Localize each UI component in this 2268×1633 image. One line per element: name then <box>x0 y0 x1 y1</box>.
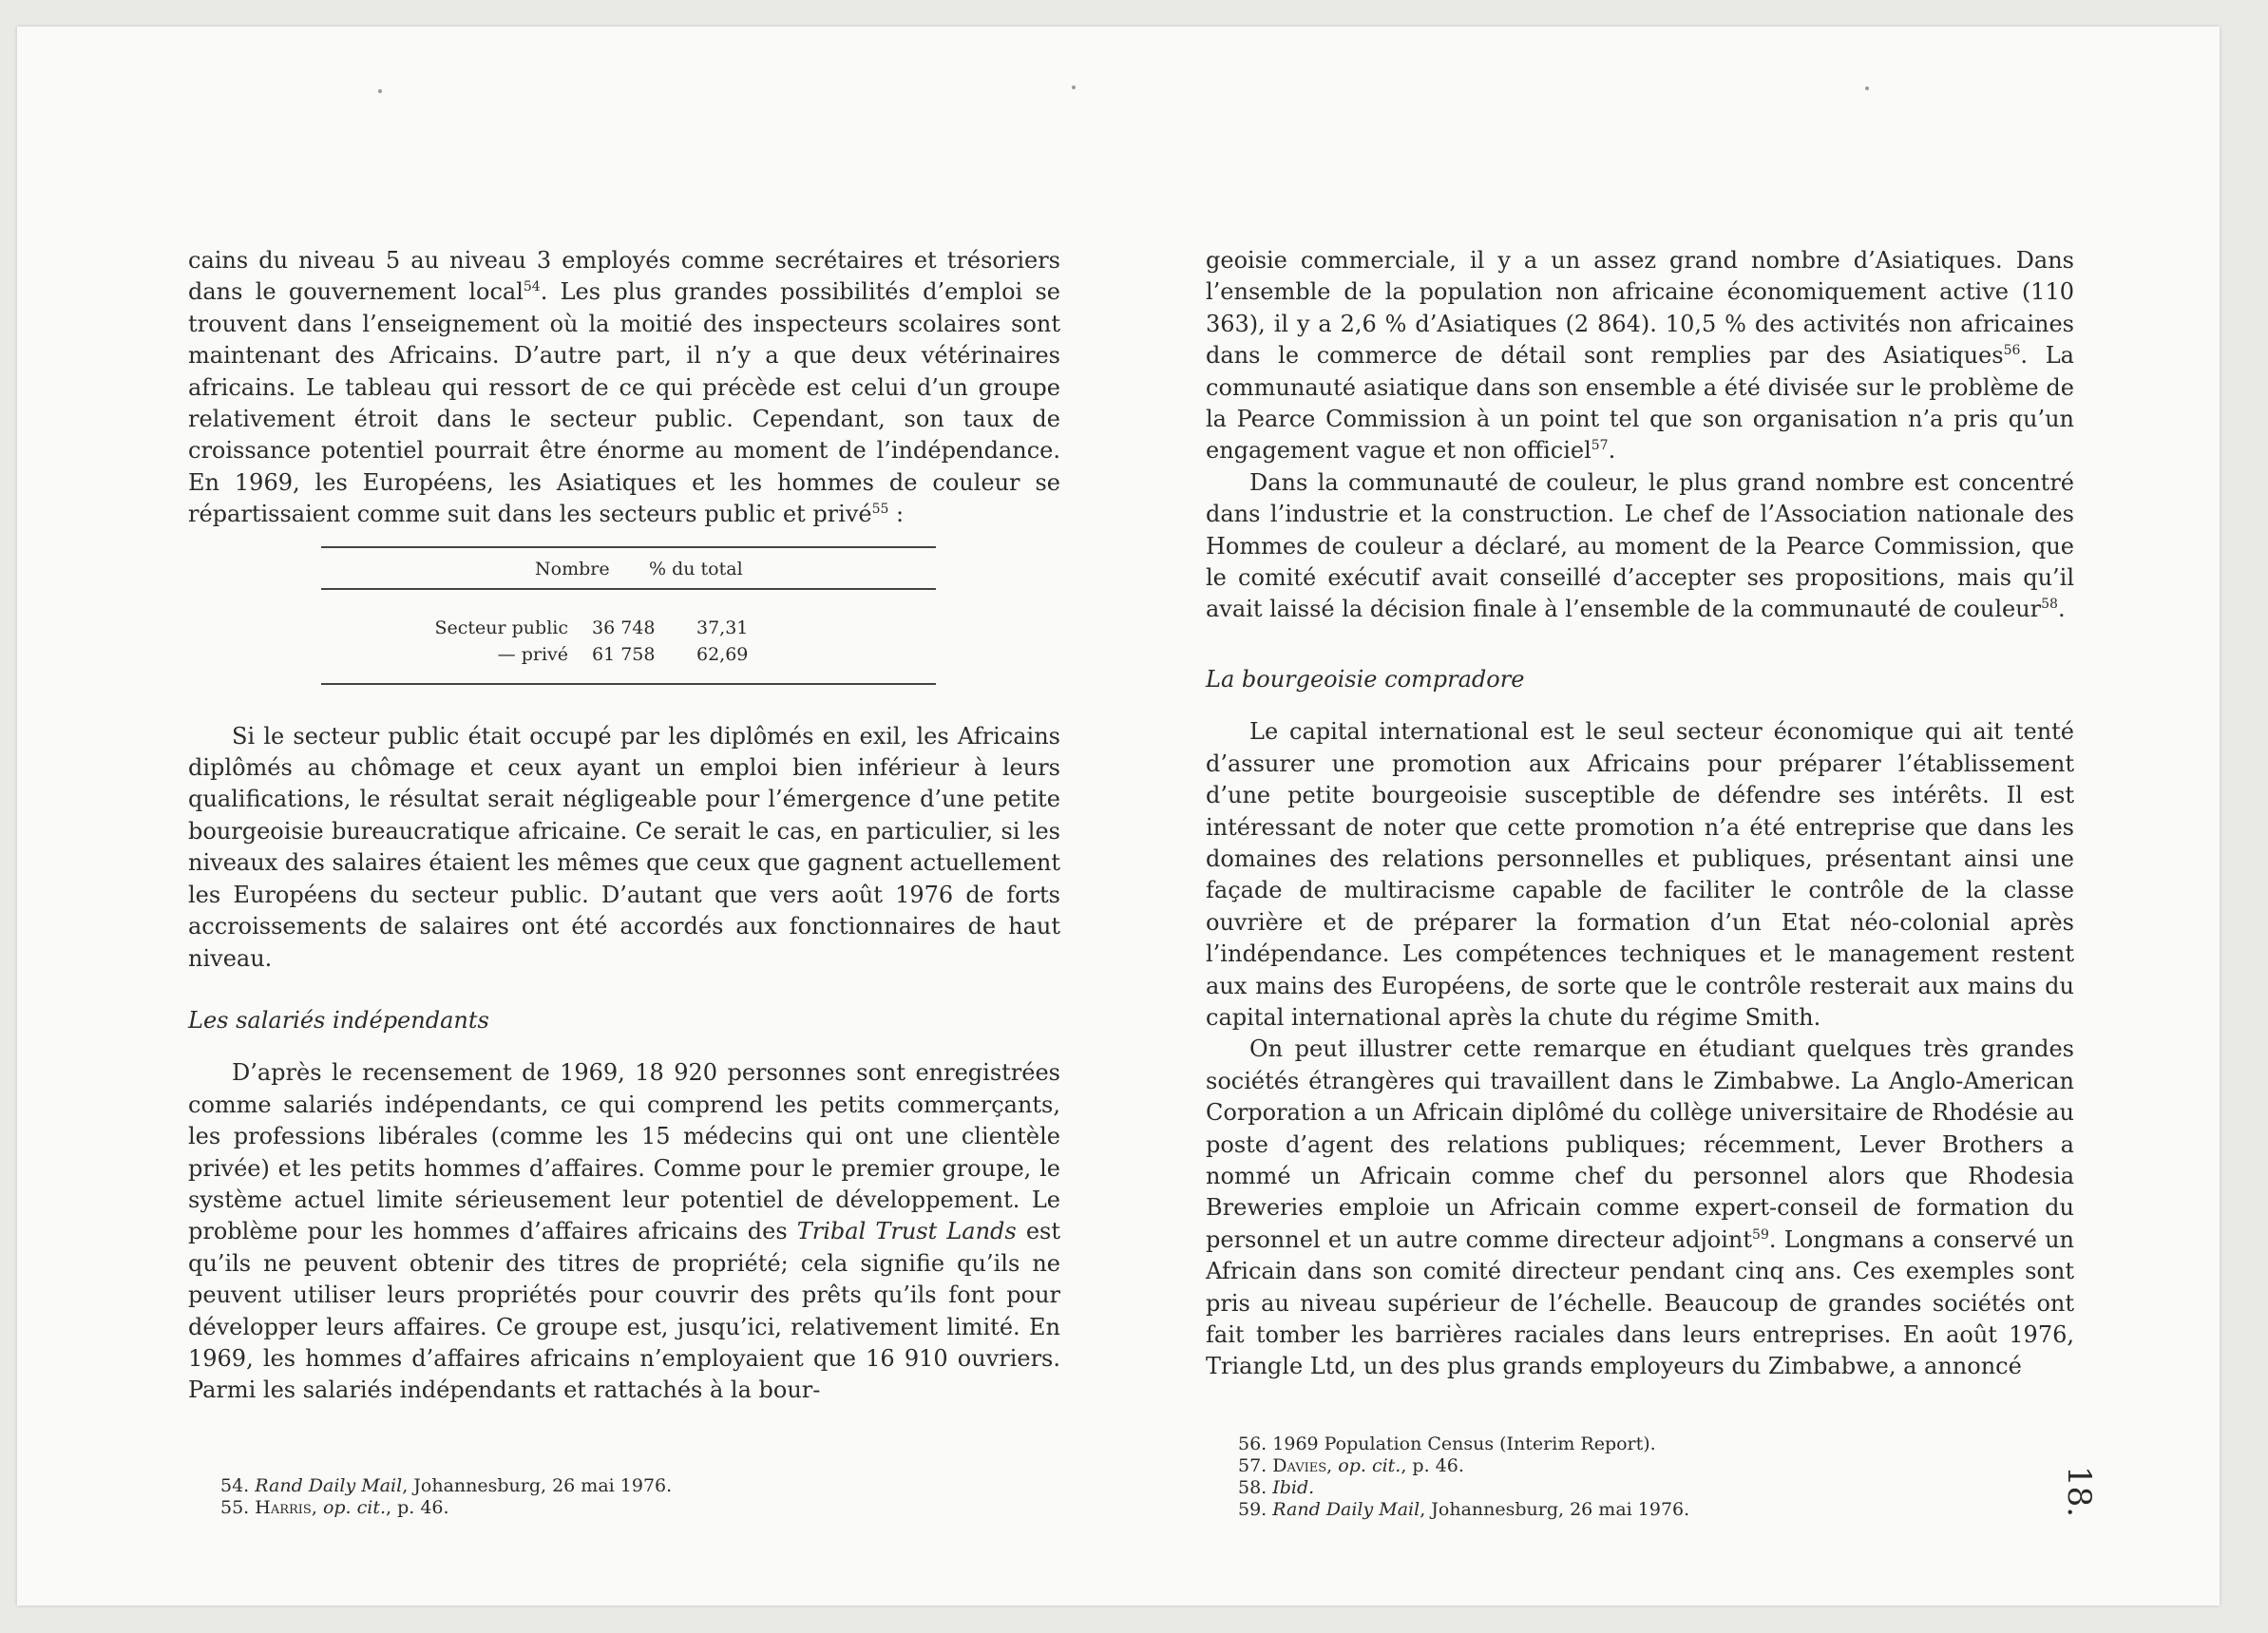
right-paragraph-2: Dans la communauté de couleur, le plus grand nombre est concentré dans l’industrie et la construction. Le chef de l’Association nationale des Hommes de couleur a déclaré, au moment de la Pearce Commission, que le comité exécutif avait conseillé d’accepter ses propositions, mais qu’il avait laissé la décision finale à l’ensemble de la communauté de couleur$^{58}$. <box>1206 468 2074 623</box>
section-title: Les salariés indépendants <box>188 1006 489 1034</box>
right-column <box>1206 245 2074 1383</box>
table-header-row: Nombre % du total <box>535 558 743 579</box>
left-paragraph-1: cains du niveau 5 au niveau 3 employés comme secrétaires et trésoriers dans le gouvernement local$^{54}$. Les plus grandes possibilités d’emploi se trouvent dans l’enseignement où la moitié des inspecteurs scolaires sont maintenant des Africains. D’autre part, il n’y a que deux vétérinaires africains. Le tableau qui ressort de ce qui précède est celui d’un groupe relativement étroit dans le secteur public. Cependant, son taux de croissance potentiel pourrait être énorme au moment de l’indépendance. En 1969, les Européens, les Asiatiques et les hommes de couleur se répartissaient comme suit dans les secteurs public et privé$^{55}$ : <box>188 247 1060 528</box>
right-footnotes <box>1238 1434 1689 1521</box>
footnote: 54. Rand Daily Mail, Johannesburg, 26 mai 1976. <box>220 1475 673 1496</box>
speck <box>1072 85 1076 89</box>
speck <box>378 89 382 93</box>
footnote: 58. Ibid. <box>1238 1477 1315 1498</box>
right-paragraph-3: Le capital international est le seul secteur économique qui ait tenté d’assurer une promotion aux Africains pour préparer l’établissement d’une petite bourgeoisie susceptible de défendre ses intérêts. Il est intéressant de noter que cette promotion n’a été entreprise que dans les domaines des relations personnelles et publiques, présentant ainsi une façade de multiracisme capable de faciliter le contrôle de la classe ouvrière et de préparer la formation d’un Etat néo-colonial après l’indépendance. Les compétences techniques et le management restent aux mains des Européens, de sorte que le contrôle resterait aux mains du capital international après la chute du régime Smith. <box>1206 718 2074 1031</box>
footnote: 57. Davies, op. cit., p. 46. <box>1238 1455 1464 1476</box>
right-paragraph-1: geoisie commerciale, il y a un assez grand nombre d’Asiatiques. Dans l’ensemble de la population non africaine économiquement active (110 363), il y a 2,6 % d’Asiatiques (2 864). 10,5 % des activités non africaines dans le commerce de détail sont remplies par des Asiatiques$^{56}$. La communauté asiatique dans son ensemble a été divisée sur le problème de la Pearce Commission à un point tel que son organisation n’a pris qu’un engagement vague et non officiel$^{57}$. <box>1206 247 2074 465</box>
page-sheet <box>17 27 2220 1605</box>
footnote: 59. Rand Daily Mail, Johannesburg, 26 mai 1976. <box>1238 1499 1690 1520</box>
left-paragraph-2: Si le secteur public était occupé par les diplômés en exil, les Africains diplômés au chômage et ceux ayant un emploi bien inférieur à leurs qualifications, le résultat serait négligeable pour l’émergence d’une petite bourgeoisie bureaucratique africaine. Ce serait le cas, en particulier, si les niveaux des salaires étaient les mêmes que ceux que gagnent actuellement les Européens du secteur public. D’autant que vers août 1976 de forts accroissements de salaires ont été accordés aux fonctionnaires de haut niveau. <box>188 722 1060 972</box>
section-title: La bourgeoisie compradore <box>1206 665 1525 693</box>
left-column <box>188 245 1060 1407</box>
right-paragraph-4: On peut illustrer cette remarque en étudiant quelques très grandes sociétés étrangères qui travaillent dans le Zimbabwe. La Anglo-American Corporation a un Africain diplômé du collège universitaire de Rhodésie au poste d’agent des relations publiques; récemment, Lever Brothers a nommé un Africain comme chef du personnel alors que Rhodesia Breweries emploie un Africain comme expert-conseil de formation du personnel et un autre comme directeur adjoint$^{59}$. Longmans a conservé un Africain dans son comité directeur pendant cinq ans. Ces exemples sont pris au niveau supérieur de l’échelle. Beaucoup de grandes sociétés ont fait tomber les barrières raciales dans leurs entreprises. En août 1976, Triangle Ltd, un des plus grands employeurs du Zimbabwe, a annoncé <box>1206 1035 2074 1380</box>
left-footnotes <box>220 1475 672 1519</box>
footnote: 56. 1969 Population Census (Interim Report). <box>1238 1434 1656 1454</box>
employment-table <box>188 546 1060 685</box>
page-number: 18. <box>2060 1466 2098 1518</box>
footnote: 55. Harris, op. cit., p. 46. <box>220 1497 449 1518</box>
table-row: Secteur public 36 748 37,31 <box>434 617 749 638</box>
table-row: — privé 61 758 62,69 <box>497 643 749 665</box>
left-paragraph-3: D’après le recensement de 1969, 18 920 personnes sont enregistrées comme salariés indépendants, ce qui comprend les petits commerçants, les professions libérales (comme les 15 médecins qui ont une clientèle privée) et les petits hommes d’affaires. Comme pour le premier groupe, le système actuel limite sérieusement leur potentiel de développement. Le problème pour les hommes d’affaires africains des Tribal Trust Lands est qu’ils ne peuvent obtenir des titres de propriété; cela signifie qu’ils ne peuvent utiliser leurs propriétés pour couvrir des prêts qu’ils font pour développer leurs affaires. Ce groupe est, jusqu’ici, relativement limité. En 1969, les hommes d’affaires africains n’employaient que 16 910 ouvriers. Parmi les salariés indépendants et rattachés à la bour- <box>188 1059 1060 1404</box>
speck <box>1865 86 1869 90</box>
